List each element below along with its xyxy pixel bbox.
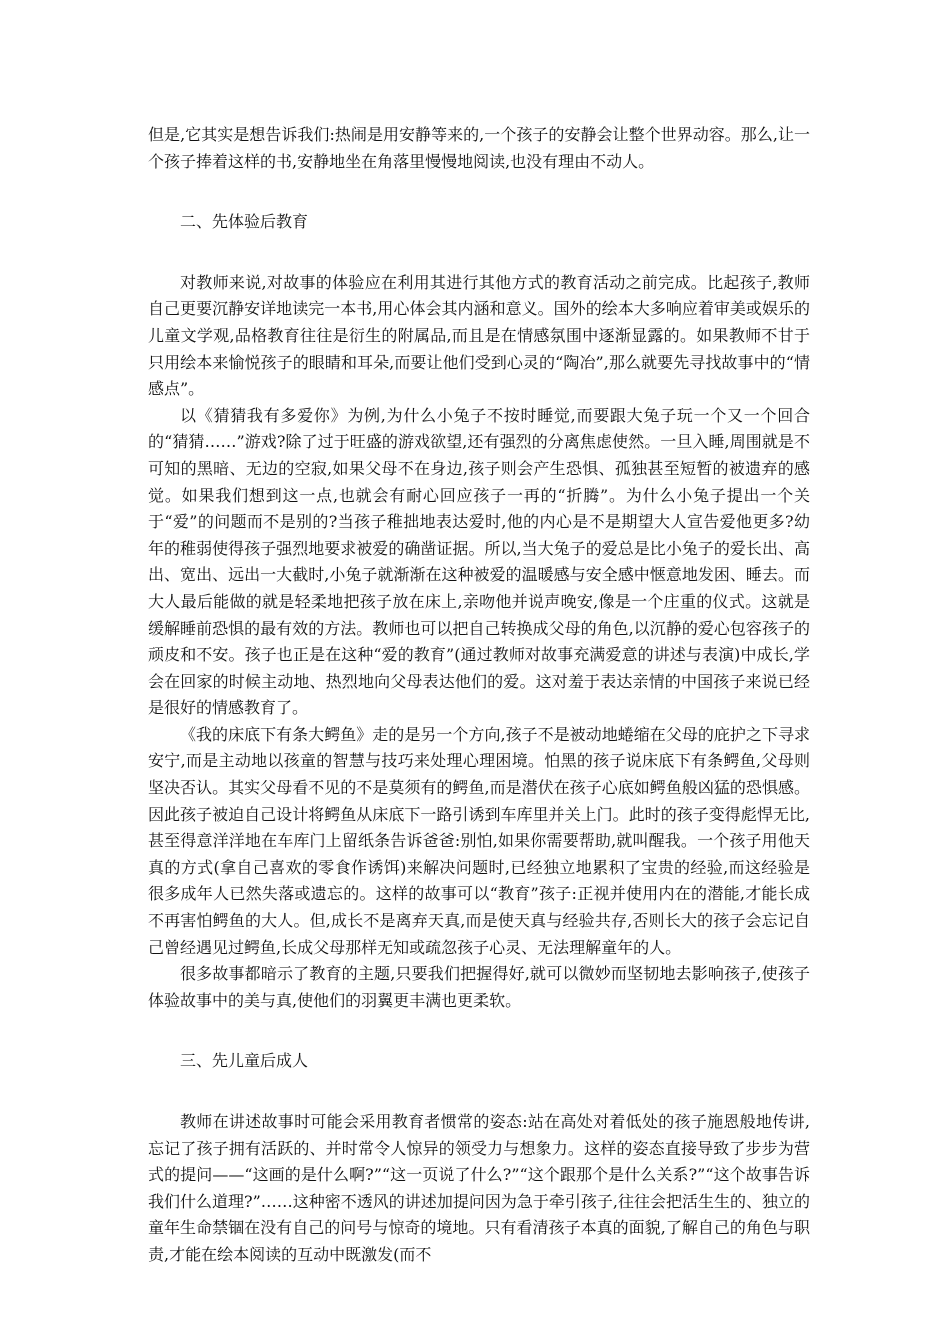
section-heading-2: 二、先体验后教育 bbox=[180, 212, 309, 232]
paragraph-children-first: 教师在讲述故事时可能会采用教育者惯常的姿态:站在高处对着低处的孩子施恩般地传讲,忘记了孩子拥有活跃的、并时常令人惊异的领受力与想象力。这样的姿态直接导致了步步为营式的提问——“这画的是什么啊?”“这一页说了什么?”“这个跟那个是什么关系?”“这个故事告诉我们什么道理?”……这种密不透风的讲述加提问因为急于牵引孩子,往往会把活生生的、独立的童年生命禁锢在没有自己的问号与惊奇的境地。只有看清孩子本真的面貌,了解自己的角色与职责,才能在绘本阅读的互动中既激发(而不 bbox=[148, 1112, 810, 1264]
paragraph-intro: 但是,它其实是想告诉我们:热闹是用安静等来的,一个孩子的安静会让整个世界动容。那么,让一个孩子捧着这样的书,安静地坐在角落里慢慢地阅读,也没有理由不动人。 bbox=[148, 125, 810, 171]
paragraph-crocodile: 《我的床底下有条大鳄鱼》走的是另一个方向,孩子不是被动地蜷缩在父母的庇护之下寻求安宁,而是主动地以孩童的智慧与技巧来处理心理困境。怕黑的孩子说床底下有条鳄鱼,父母则坚决否认。其实父母看不见的不是莫须有的鳄鱼,而是潜伏在孩子心底如鳄鱼般凶猛的恐惧感。因此孩子被迫自己设计将鳄鱼从床底下一路引诱到车库里并关上门。此时的孩子变得彪悍无比,甚至得意洋洋地在车库门上留纸条告诉爸爸:别怕,如果你需要帮助,就叫醒我。一个孩子用他天真的方式(拿自己喜欢的零食作诱饵)来解决问题时,已经独立地累积了宝贵的经验,而这经验是很多成年人已然失落或遗忘的。这样的故事可以“教育”孩子:正视并使用内在的潜能,才能长成不再害怕鳄鱼的大人。但,成长不是离弃天真,而是使天真与经验共存,否则长大的孩子会忘记自己曾经遇见过鳄鱼,长成父母那样无知或疏忽孩子心灵、无法理解童年的人。 bbox=[148, 724, 810, 957]
section-heading-3: 三、先儿童后成人 bbox=[180, 1051, 309, 1071]
paragraph-education-theme: 很多故事都暗示了教育的主题,只要我们把握得好,就可以微妙而坚韧地去影响孩子,使孩子体验故事中的美与真,使他们的羽翼更丰满也更柔软。 bbox=[148, 964, 810, 1010]
paragraph-teacher-experience: 对教师来说,对故事的体验应在利用其进行其他方式的教育活动之前完成。比起孩子,教师自己更要沉静安详地读完一本书,用心体会其内涵和意义。国外的绘本大多响应着审美或娱乐的儿童文学观,品格教育往往是衍生的附属品,而且是在情感氛围中逐渐显露的。如果教师不甘于只用绘本来愉悦孩子的眼睛和耳朵,而要让他们受到心灵的“陶冶”,那么就要先寻找故事中的“情感点”。 bbox=[148, 272, 810, 399]
document-page bbox=[148, 122, 810, 1269]
paragraph-guess-how-much: 以《猜猜我有多爱你》为例,为什么小兔子不按时睡觉,而要跟大兔子玩一个又一个回合的“猜猜……”游戏?除了过于旺盛的游戏欲望,还有强烈的分离焦虑使然。一旦入睡,周围就是不可知的黑暗、无边的空寂,如果父母不在身边,孩子则会产生恐惧、孤独甚至短暂的被遗弃的感觉。如果我们想到这一点,也就会有耐心回应孩子一再的“折腾”。为什么小兔子提出一个关于“爱”的问题而不是别的?当孩子稚拙地表达爱时,他的内心是不是期望大人宣告爱他更多?幼年的稚弱使得孩子强烈地要求被爱的确凿证据。所以,当大兔子的爱总是比小兔子的爱长出、高出、宽出、远出一大截时,小兔子就渐渐在这种被爱的温暖感与安全感中惬意地发困、睡去。而大人最后能做的就是轻柔地把孩子放在床上,亲吻他并说声晚安,像是一个庄重的仪式。这就是缓解睡前恐惧的最有效的方法。教师也可以把自己转换成父母的角色,以沉静的爱心包容孩子的顽皮和不安。孩子也正是在这种“爱的教育”(通过教师对故事充满爱意的讲述与表演)中成长,学会在回家的时候主动地、热烈地向父母表达他们的爱。这对羞于表达亲情的中国孩子来说已经是很好的情感教育了。 bbox=[148, 405, 810, 718]
